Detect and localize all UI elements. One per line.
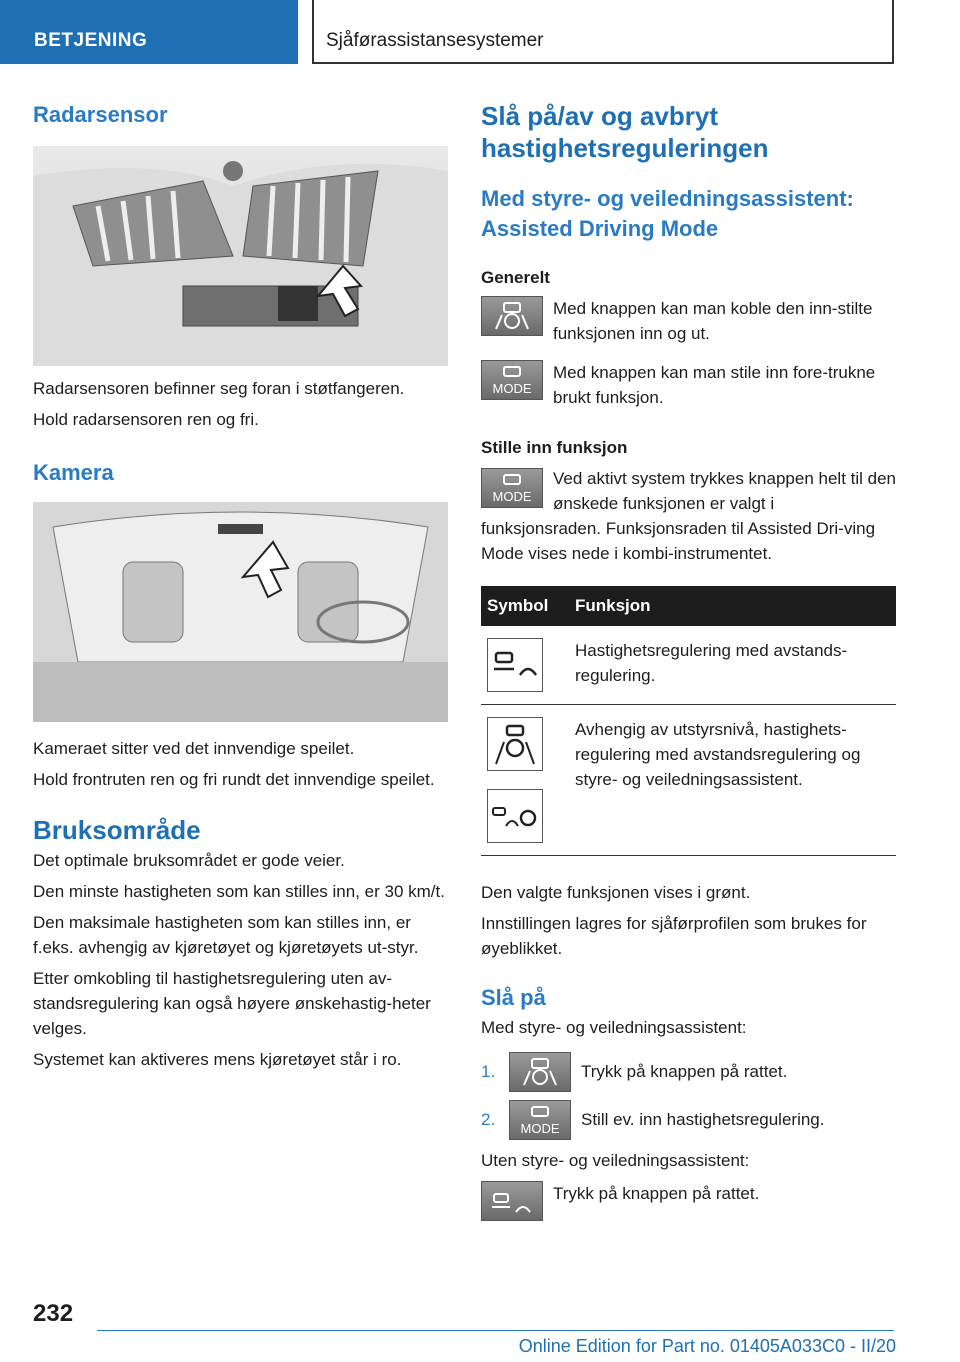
chapter-title: Sjåførassistansesystemer xyxy=(312,0,894,64)
car-front-illustration xyxy=(33,146,448,366)
with-assist-text: Med styre- og veiledningsassistent: xyxy=(481,1018,747,1037)
distance-button-row xyxy=(481,1181,896,1221)
radar-heading: Radarsensor xyxy=(33,102,168,127)
without-assist-text: Uten styre- og veiledningsassistent: xyxy=(481,1151,750,1170)
steps-list xyxy=(481,1052,896,1140)
page-number: 232 xyxy=(33,1300,74,1327)
list-item xyxy=(481,1100,896,1140)
usage-text-1: Det optimale bruksområdet er gode veier. xyxy=(33,851,345,870)
usage-text-3: Den maksimale hastigheten som kan stilles inn, er f.eks. avhengig av kjøretøyet og kjøretøyets ut‐styr. xyxy=(33,913,419,957)
left-column xyxy=(33,100,448,1072)
after-text-2: Innstillingen lagres for sjåførprofilen som brukes for øyeblikket. xyxy=(481,914,867,958)
step-text: Trykk på knappen på rattet. xyxy=(581,1062,788,1081)
main-heading: Slå på/av og avbryt hastighetsreguleringen xyxy=(481,101,769,163)
radar-text-2: Hold radarsensoren ren og fri. xyxy=(33,410,259,429)
after-text-1: Den valgte funksjonen vises i grønt. xyxy=(481,883,751,902)
steering-assist-button-icon xyxy=(481,296,543,336)
camera-text-2: Hold frontruten ren og fri rundt det innvendige speilet. xyxy=(33,770,435,789)
step-number: 2. xyxy=(481,1110,496,1129)
general-heading: Generelt xyxy=(481,268,550,287)
steering-assist-icon xyxy=(487,717,543,771)
radar-text-1: Radarsensoren befinner seg foran i støtfangeren. xyxy=(33,379,405,398)
list-item xyxy=(481,1052,896,1092)
right-column xyxy=(481,100,896,1221)
radar-sensor-photo xyxy=(33,146,448,366)
usage-text-2: Den minste hastigheten som kan stilles inn, er 30 km/t. xyxy=(33,882,445,901)
distance-steering-icon xyxy=(487,789,543,843)
sub-heading: Med styre- og veiledningsassistent: Assisted Driving Mode xyxy=(481,186,854,241)
table-row xyxy=(481,626,896,705)
camera-photo xyxy=(33,502,448,722)
row2-text: Avhengig av utstyrsnivå, hastighets‐regulering med avstandsregulering og styre- og veiledningsassistent. xyxy=(569,705,896,856)
set-text: Ved aktivt system trykkes knappen helt til den ønskede funksjonen er valgt i funksjonsraden. Funksjonsraden til Assisted Dri‐ving Mode vises nede i kombi-instrumentet. xyxy=(481,469,897,563)
general-text-1: Med knappen kan man koble den inn‐stilte funksjonen inn og ut. xyxy=(553,299,873,343)
step-number: 1. xyxy=(481,1062,496,1081)
mode-button-icon-2: MODE xyxy=(481,468,543,508)
distance-button-icon xyxy=(481,1181,543,1221)
mode-button-icon: MODE xyxy=(481,360,543,400)
section-tab: BETJENING xyxy=(0,0,298,64)
footer-divider xyxy=(97,1330,894,1331)
general-text-2: Med knappen kan man stile inn fore‐trukne brukt funksjon. xyxy=(553,363,876,407)
usage-text-5: Systemet kan aktiveres mens kjøretøyet står i ro. xyxy=(33,1050,402,1069)
steering-assist-button-icon-2 xyxy=(509,1052,571,1092)
mode-button-row xyxy=(481,360,896,410)
step-text: Still ev. inn hastighetsregulering. xyxy=(581,1110,825,1129)
camera-text-1: Kameraet sitter ved det innvendige speilet. xyxy=(33,739,355,758)
mode-button-icon-3: MODE xyxy=(509,1100,571,1140)
camera-heading: Kamera xyxy=(33,460,114,485)
set-block xyxy=(481,466,896,566)
col-symbol: Symbol xyxy=(481,586,569,626)
edition-footer: Online Edition for Part no. 01405A033C0 - II/20 xyxy=(518,1336,896,1356)
distance-control-icon xyxy=(487,638,543,692)
windshield-illustration xyxy=(33,502,448,722)
set-heading: Stille inn funksjon xyxy=(481,438,628,457)
usage-text-4: Etter omkobling til hastighetsregulering uten av‐standsregulering kan også høyere ønskehastig‐heter velges. xyxy=(33,969,431,1038)
press-text: Trykk på knappen på rattet. xyxy=(553,1184,760,1203)
assist-button-row xyxy=(481,296,896,346)
symbol-table xyxy=(481,586,896,856)
usage-heading: Bruksområde xyxy=(33,815,201,845)
table-row xyxy=(481,705,896,856)
col-function: Funksjon xyxy=(569,586,896,626)
on-heading: Slå på xyxy=(481,985,546,1010)
row1-text: Hastighetsregulering med avstands‐regulering. xyxy=(569,626,896,705)
